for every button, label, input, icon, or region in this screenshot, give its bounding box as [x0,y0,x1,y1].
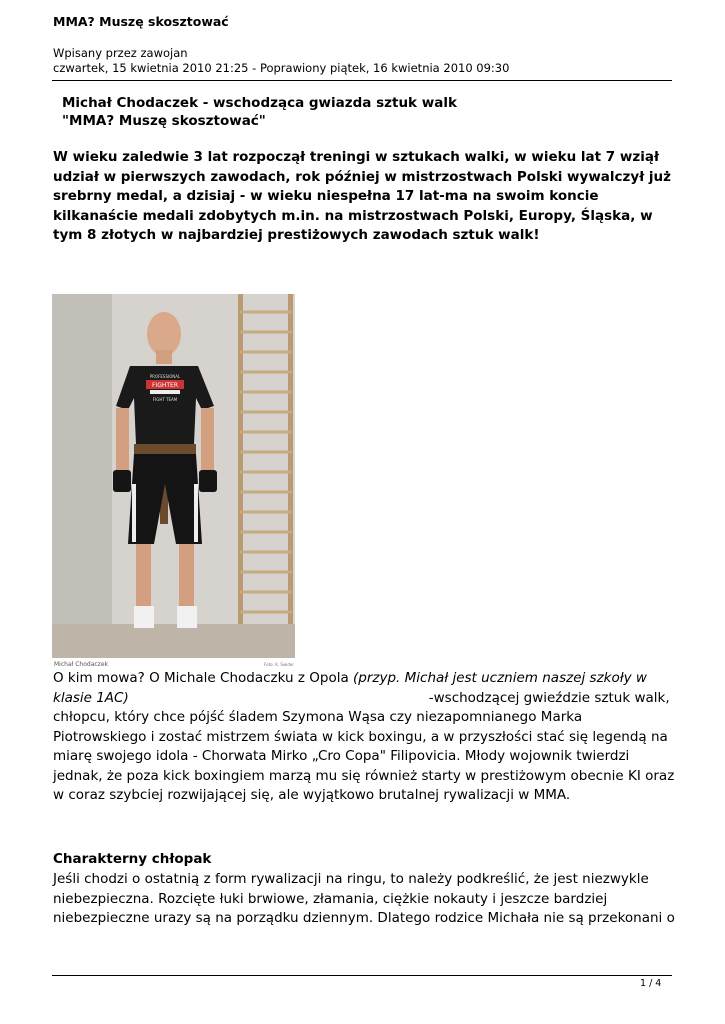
shirt-logo-line-3: FIGHT TEAM [152,397,178,402]
footer-rule [52,975,672,976]
subtitle-block [62,94,457,130]
date-line: czwartek, 15 kwietnia 2010 21:25 - Poprawiony piątek, 16 kwietnia 2010 09:30 [53,61,510,75]
section-heading: Charakterny chłopak [53,851,212,867]
body-paragraph-2: Jeśli chodzi o ostatnią z form rywalizacji na ringu, to należy podkreślić, że jest niezwykle niebezpieczna. Rozcięte łuki brwiowe, złamania, ciężkie nokauty i jeszcze bardziej niebezpieczne urazy są na porządku dziennym. Dlatego rodzice Michała nie są przekonani o [53,871,675,926]
para1-rest: -wschodzącej gwieździe sztuk walk, chłopcu, który chce pójść śladem Szymona Wąsa czy niezapomnianego Marka Piotrowskiego i zostać mistrzem świata w kick boxingu, a w przyszłości stać się legendą na miarę swojego idola - Chorwata Mirko „Cro Copa" Filipovicia. Młody wojownik twierdzi jednak, że poza kick boxingiem marzą mu się również starty w prestiżowym obecnie KI oraz w coraz szybciej rozwijającej się, ale wyjątkowo brutalnej rywalizacji w MMA. [53,689,675,803]
lead-paragraph: W wieku zaledwie 3 lat rozpoczął treningi w sztukach walki, w wieku lat 7 wziął udział w pierwszych zawodach, rok później w mistrzostwach Polski wywalczył już srebrny medal, a dzisiaj - w wieku niespełna 17 lat-ma na swoim koncie kilkanaście medali zdobytych m.in. na mistrzostwach Polski, Europy, Śląska, w tym 8 złotych w najbardziej prestiżowych zawodach sztuk walk! [53,149,672,243]
photo-caption-right: Foto: K. Świder [264,662,294,667]
header-rule [52,80,672,81]
body-paragraph-1 [53,669,675,806]
meta-block [53,46,509,76]
subtitle-line-2: "MMA? Muszę skosztować" [62,113,266,129]
article-photo [52,294,295,668]
subtitle-line-1: Michał Chodaczek - wschodząca gwiazda sztuk walk [62,95,457,111]
author-line: Wpisany przez zawojan [53,46,188,60]
page-number: 1 / 4 [640,978,662,989]
para1-italic: (przyp. Michał jest uczniem naszej szkoły w klasie 1AC) [53,670,647,706]
para1-start: O kim mowa? O Michale Chodaczku z Opola [53,670,354,686]
page-title: MMA? Muszę skosztować [53,14,229,29]
photo-caption-left: Michał Chodaczek [54,661,108,668]
shirt-logo-line-1: PROFESSIONAL [149,374,181,379]
shirt-logo-line-2: FIGHTER [151,382,179,389]
